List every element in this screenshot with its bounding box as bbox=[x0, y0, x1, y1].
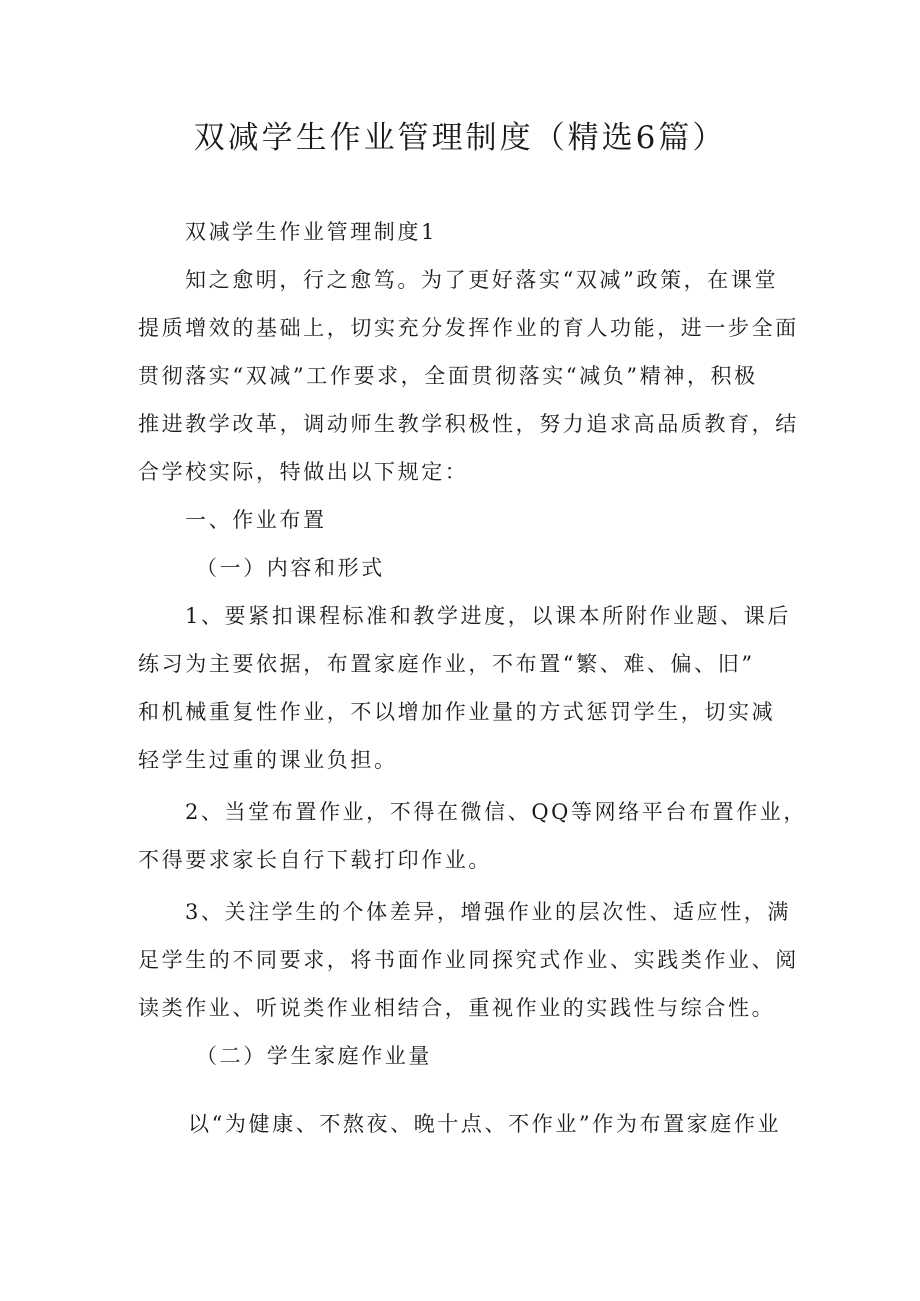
paragraph-line: 练习为主要依据，布置家庭作业，不布置“繁、难、偏、旧” bbox=[138, 652, 755, 676]
paragraph-line: 3、关注学生的个体差异，增强作业的层次性、适应性，满 bbox=[185, 900, 791, 924]
paragraph-line: 合学校实际，特做出以下规定： bbox=[138, 460, 469, 484]
paragraph-line: 不得要求家长自行下载打印作业。 bbox=[138, 848, 492, 872]
paragraph-line: 2、当堂布置作业，不得在微信、QQ等网络平台布置作业， bbox=[185, 800, 807, 824]
subsection-heading: 一、作业布置 bbox=[185, 508, 327, 532]
subsection-heading: （二）学生家庭作业量 bbox=[196, 1044, 432, 1068]
paragraph-line: 和机械重复性作业，不以增加作业量的方式惩罚学生，切实减 bbox=[138, 700, 776, 724]
section-heading: 双减学生作业管理制度1 bbox=[185, 220, 437, 244]
paragraph-line: 轻学生过重的课业负担。 bbox=[138, 748, 398, 772]
paragraph-line: 贯彻落实“双减”工作要求，全面贯彻落实“减负”精神，积极 bbox=[138, 364, 758, 388]
document-title: 双减学生作业管理制度（精选6篇） bbox=[193, 120, 727, 156]
paragraph-line: 1、要紧扣课程标准和教学进度，以课本所附作业题、课后 bbox=[185, 604, 791, 628]
paragraph-line: 推进教学改革，调动师生教学积极性，努力追求高品质教育，结 bbox=[138, 412, 799, 436]
paragraph-line: 足学生的不同要求，将书面作业同探究式作业、实践类作业、阅 bbox=[138, 948, 799, 972]
paragraph-line: 提质增效的基础上，切实充分发挥作业的育人功能，进一步全面 bbox=[138, 316, 799, 340]
subsection-heading: （一）内容和形式 bbox=[196, 556, 385, 580]
paragraph-line: 以“为健康、不熬夜、晚十点、不作业”作为布置家庭作业 bbox=[188, 1112, 782, 1136]
paragraph-line: 知之愈明，行之愈笃。为了更好落实“双减”政策，在课堂 bbox=[185, 268, 779, 292]
paragraph-line: 读类作业、听说类作业相结合，重视作业的实践性与综合性。 bbox=[138, 996, 776, 1020]
